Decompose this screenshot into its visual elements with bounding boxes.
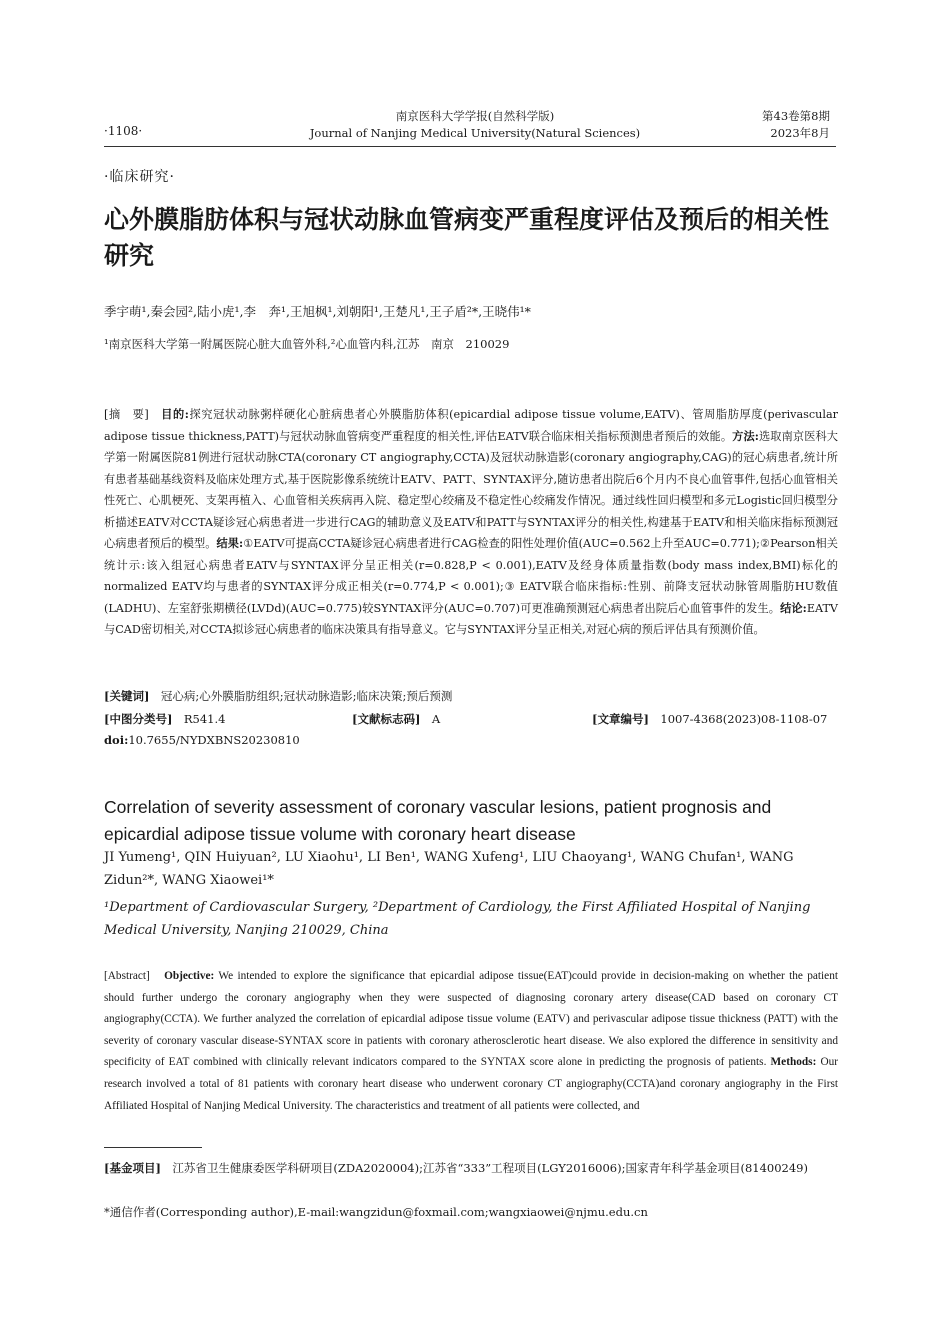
methods-label: 方法: bbox=[732, 428, 759, 443]
keywords bbox=[104, 688, 452, 704]
results-text: ①EATV可提高CCTA疑诊冠心病患者进行CAG检查的阳性处理价值(AUC=0.562上升至AUC=0.771);②Pearson相关统计示:该入组冠心病患者EATV与SYNTAX评分呈正相关(r=0.828,P < 0.001),EATV及经身体质量指数(body mass index,BMI)标化的normalized EATV均与患者的SYNTAX评分成正相关(r=0.774,P < 0.001);③ EATV联合临床指标:性别、前降支冠状动脉管周脂肪HU数值(LADHU)、左室舒张期横径(LVDd)(AUC=0.775)较SYNTAX评分(AUC=0.707)可更准确预测冠心病患者出院后心血管事件的发生。 bbox=[104, 537, 838, 615]
clc-label: [中图分类号] bbox=[104, 712, 173, 726]
doi-link[interactable]: 10.7655/NYDXBNS20230810 bbox=[128, 733, 300, 747]
results-label: 结果: bbox=[216, 536, 244, 550]
keywords-label: [关键词] bbox=[104, 689, 150, 703]
article-value: 1007-4368(2023)08-1108-07 bbox=[660, 712, 828, 726]
journal-name-cn: 南京医科大学学报(自然科学版) bbox=[395, 109, 555, 123]
journal-header bbox=[300, 108, 650, 142]
authors-cn: 季宇萌¹,秦会园²,陆小虎¹,李 奔¹,王旭枫¹,刘朝阳¹,王楚凡¹,王子盾²*,王晓伟¹* bbox=[104, 304, 531, 319]
doi-label: doi: bbox=[104, 733, 129, 747]
abstract-label: [摘 要] bbox=[104, 408, 149, 421]
objective-en-text: We intended to explore the significance that epicardial adipose tissue(EAT)could provide in decision-making on whether the patient should further undergo the coronary angiography when they were suspected of diagnosing coronary artery disease(CAD based on coronary CT angiography(CCTA). We further analyzed the correlation of epicardial adipose tissue volume (EATV) and perivascular adipose tissue thickness (PATT) with the severity of coronary vascular disease-SYNTAX score in patients with coronary atherosclerotic heart disease. We also explored the difference in sensitivity and specificity of EAT combined with clinically relevant indicators compared to the SYNTAX score alone in predicting the prognosis of patients. bbox=[104, 970, 838, 1069]
objective-en-label: Objective: bbox=[164, 970, 215, 982]
doc-value: A bbox=[431, 712, 441, 726]
abstract-en-label: [Abstract] bbox=[104, 970, 150, 982]
authors-en: JI Yumeng¹, QIN Huiyuan², LU Xiaohu¹, LI Ben¹, WANG Xufeng¹, LIU Chaoyang¹, WANG Chufan¹, WANG Zidun²*, WANG Xiaowei¹* bbox=[104, 850, 794, 888]
abstract-en bbox=[104, 966, 838, 1117]
conclusion-label: 结论: bbox=[780, 600, 807, 615]
article-number bbox=[592, 711, 827, 727]
header-divider bbox=[104, 146, 836, 147]
funding-label: [基金项目] bbox=[104, 1161, 161, 1175]
methods-text: 选取南京医科大学第一附属医院81例进行冠状动脉CTA(coronary CT angiography,CCTA)及冠状动脉造影(coronary angiography,CAG)的冠心病患者,统计所有患者基础基线资料及临床处理方式,基于医院影像系统统计EATV、PATT、SYNTAX评分,随访患者出院后6个月内不良心血管事件,包括心血管相关性死亡、心肌梗死、支架再植入、心血管相关疾病再入院、稳定型心绞痛及不稳定性心绞痛发作情况。通过线性回归模型和多元Logistic回归模型分析描述EATV对CCTA疑诊冠心病患者进一步进行CAG的辅助意义及EATV和PATT与SYNTAX评分的相关性,构建基于EATV和相关临床指标预测冠心病患者预后的模型。 bbox=[104, 429, 838, 550]
keywords-text: 冠心病;心外膜脂肪组织;冠状动脉造影;临床决策;预后预测 bbox=[160, 689, 453, 703]
page-number: ·1108· bbox=[104, 124, 143, 138]
article-title-cn: 心外膜脂肪体积与冠状动脉血管病变严重程度评估及预后的相关性研究 bbox=[104, 205, 830, 270]
clc-value: R541.4 bbox=[183, 712, 226, 726]
funding-text: 江苏省卫生健康委医学科研项目(ZDA2020004);江苏省“333”工程项目(LGY2016006);国家青年科学基金项目(81400249) bbox=[172, 1161, 808, 1175]
doc-label: [文献标志码] bbox=[352, 712, 421, 726]
article-title-en: Correlation of severity assessment of coronary vascular lesions, patient prognosis and epicardial adipose tissue volume with coronary heart disease bbox=[104, 797, 772, 844]
doi bbox=[104, 733, 300, 747]
publication-date: 2023年8月 bbox=[770, 126, 830, 140]
document-code bbox=[352, 711, 440, 727]
issue-info bbox=[690, 108, 830, 142]
objective-text: 探究冠状动脉粥样硬化心脏病患者心外膜脂肪体积(epicardial adipose tissue volume,EATV)、管周脂肪厚度(perivascular adipose tissue thickness,PATT)与冠状动脉血管病变严重程度的相关性,评估EATV联合临床相关指标预测患者预后的效能。 bbox=[104, 408, 838, 443]
journal-name-en: Journal of Nanjing Medical University(Natural Sciences) bbox=[309, 126, 641, 140]
article-label: [文章编号] bbox=[592, 712, 649, 726]
abstract-cn bbox=[104, 404, 838, 641]
affiliation-en: ¹Department of Cardiovascular Surgery, ²Department of Cardiology, the First Affiliated Hospital of Nanjing Medical University, Nanjing 210029, China bbox=[104, 900, 811, 938]
conclusion-text: EATV与CAD密切相关,对CCTA拟诊冠心病患者的临床决策具有指导意义。它与SYNTAX评分呈正相关,对冠心病的预后评估具有预测价值。 bbox=[104, 601, 838, 636]
volume-issue: 第43卷第8期 bbox=[762, 109, 830, 123]
affiliation-cn: ¹南京医科大学第一附属医院心脏大血管外科,²心血管内科,江苏 南京 210029 bbox=[104, 337, 510, 351]
funding-footnote bbox=[104, 1158, 838, 1179]
methods-en-text: Our research involved a total of 81 patients with coronary heart disease who underwent coronary CT angiography(CCTA)and coronary angiography in the First Affiliated Hospital of Nanjing Medical University. The characteristics and treatment of all patients were collected, and bbox=[104, 1056, 839, 1112]
corresponding-author: *通信作者(Corresponding author),E-mail:wangzidun@foxmail.com;wangxiaowei@njmu.edu.cn bbox=[104, 1205, 648, 1219]
objective-label: 目的: bbox=[161, 407, 189, 421]
section-label: ·临床研究· bbox=[104, 169, 175, 185]
methods-en-label: Methods: bbox=[770, 1056, 817, 1069]
clc-number bbox=[104, 711, 225, 727]
footnote-divider bbox=[104, 1147, 202, 1148]
